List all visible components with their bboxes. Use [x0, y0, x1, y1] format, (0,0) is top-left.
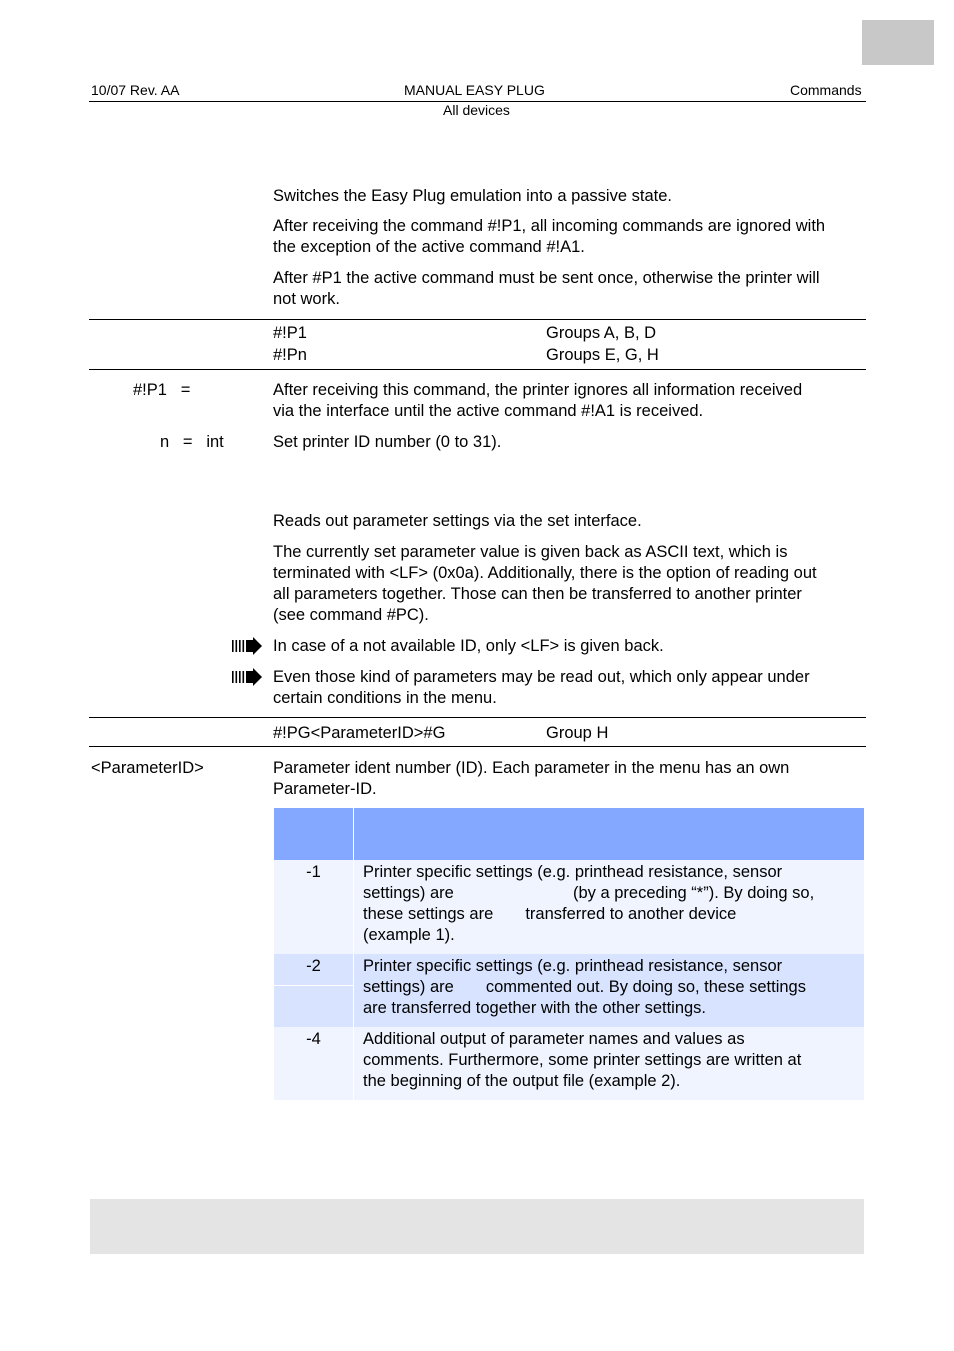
table-desc-line: settings) are commented out. By doing so, these settings: [363, 978, 806, 996]
table-row: [274, 860, 864, 954]
pg-param-desc-line: Parameter-ID.: [273, 780, 377, 798]
table-desc-line: the beginning of the output file (example 2).: [363, 1072, 681, 1090]
pg-param-desc-line: Parameter ident number (ID). Each parameter in the menu has an own: [273, 759, 790, 777]
pg-para2-line: (see command #PC).: [273, 606, 429, 624]
table-value: -1: [306, 863, 321, 881]
pg-description: Reads out parameter settings via the set interface.: [273, 512, 642, 530]
p1-description: Switches the Easy Plug emulation into a passive state.: [273, 187, 672, 205]
header-subtitle: All devices: [443, 102, 510, 118]
table-desc-line: (example 1).: [363, 926, 455, 944]
param-name: n = int: [160, 433, 224, 451]
param-name: #!P1 =: [133, 381, 191, 399]
table-header: [274, 808, 864, 860]
footer-band: [90, 1199, 864, 1254]
pg-note1: In case of a not available ID, only <LF> is given back.: [273, 637, 664, 655]
syntax-groups: Groups A, B, D: [546, 324, 657, 342]
table-value: -2: [306, 957, 321, 975]
table-desc-line: Printer specific settings (e.g. printhead resistance, sensor: [363, 957, 783, 975]
pg-param-name: <ParameterID>: [91, 759, 204, 777]
table-desc-line: these settings are transferred to another device: [363, 905, 737, 923]
p1-para2-line1: After receiving the command #!P1, all incoming commands are ignored with: [273, 217, 826, 235]
table-desc-line: Additional output of parameter names and values as: [363, 1030, 745, 1048]
pg-para2-line: The currently set parameter value is given back as ASCII text, which is: [273, 543, 788, 561]
arrow-note-icon: [231, 637, 263, 655]
p1-para3-line1: After #P1 the active command must be sent once, otherwise the printer will: [273, 269, 820, 287]
syntax-command: #!P1: [273, 324, 307, 342]
header-section: Commands: [790, 82, 862, 98]
syntax-command: #!Pn: [273, 346, 307, 364]
syntax-rule-bottom: [89, 369, 866, 370]
pg-syntax-groups: Group H: [546, 724, 609, 742]
header-title: MANUAL EASY PLUG: [404, 82, 545, 98]
header-revision: 10/07 Rev. AA: [91, 82, 180, 98]
table-desc-line: Printer specific settings (e.g. printhead resistance, sensor: [363, 863, 783, 881]
table-row: [274, 954, 864, 1027]
pg-syntax-rule-bottom: [89, 746, 866, 747]
param-desc-line: After receiving this command, the printer ignores all information received: [273, 381, 803, 399]
table-value: -4: [306, 1030, 321, 1048]
p1-para3-line2: not work.: [273, 290, 340, 308]
page-corner-tab: [862, 20, 934, 65]
pg-note2-line: Even those kind of parameters may be read out, which only appear under: [273, 668, 810, 686]
pg-note2-line: certain conditions in the menu.: [273, 689, 497, 707]
table-desc-line: are transferred together with the other settings.: [363, 999, 707, 1017]
param-desc-line: via the interface until the active command #!A1 is received.: [273, 402, 704, 420]
arrow-note-icon: [231, 668, 263, 686]
param-desc-line: Set printer ID number (0 to 31).: [273, 433, 502, 451]
table-desc-line: settings) are (by a preceding “*”). By doing so,: [363, 884, 815, 902]
pg-syntax-command: #!PG<ParameterID>#G: [273, 724, 446, 742]
syntax-rule-top: [89, 319, 866, 320]
pg-para2-line: terminated with <LF> (0x0a). Additionally, there is the option of reading out: [273, 564, 817, 582]
pg-para2-line: all parameters together. Those can then be transferred to another printer: [273, 585, 802, 603]
table-row: [274, 1027, 864, 1100]
table-desc-line: comments. Furthermore, some printer settings are written at: [363, 1051, 802, 1069]
syntax-groups: Groups E, G, H: [546, 346, 659, 364]
p1-para2-line2: the exception of the active command #!A1.: [273, 238, 585, 256]
pg-syntax-rule-top: [89, 717, 866, 718]
